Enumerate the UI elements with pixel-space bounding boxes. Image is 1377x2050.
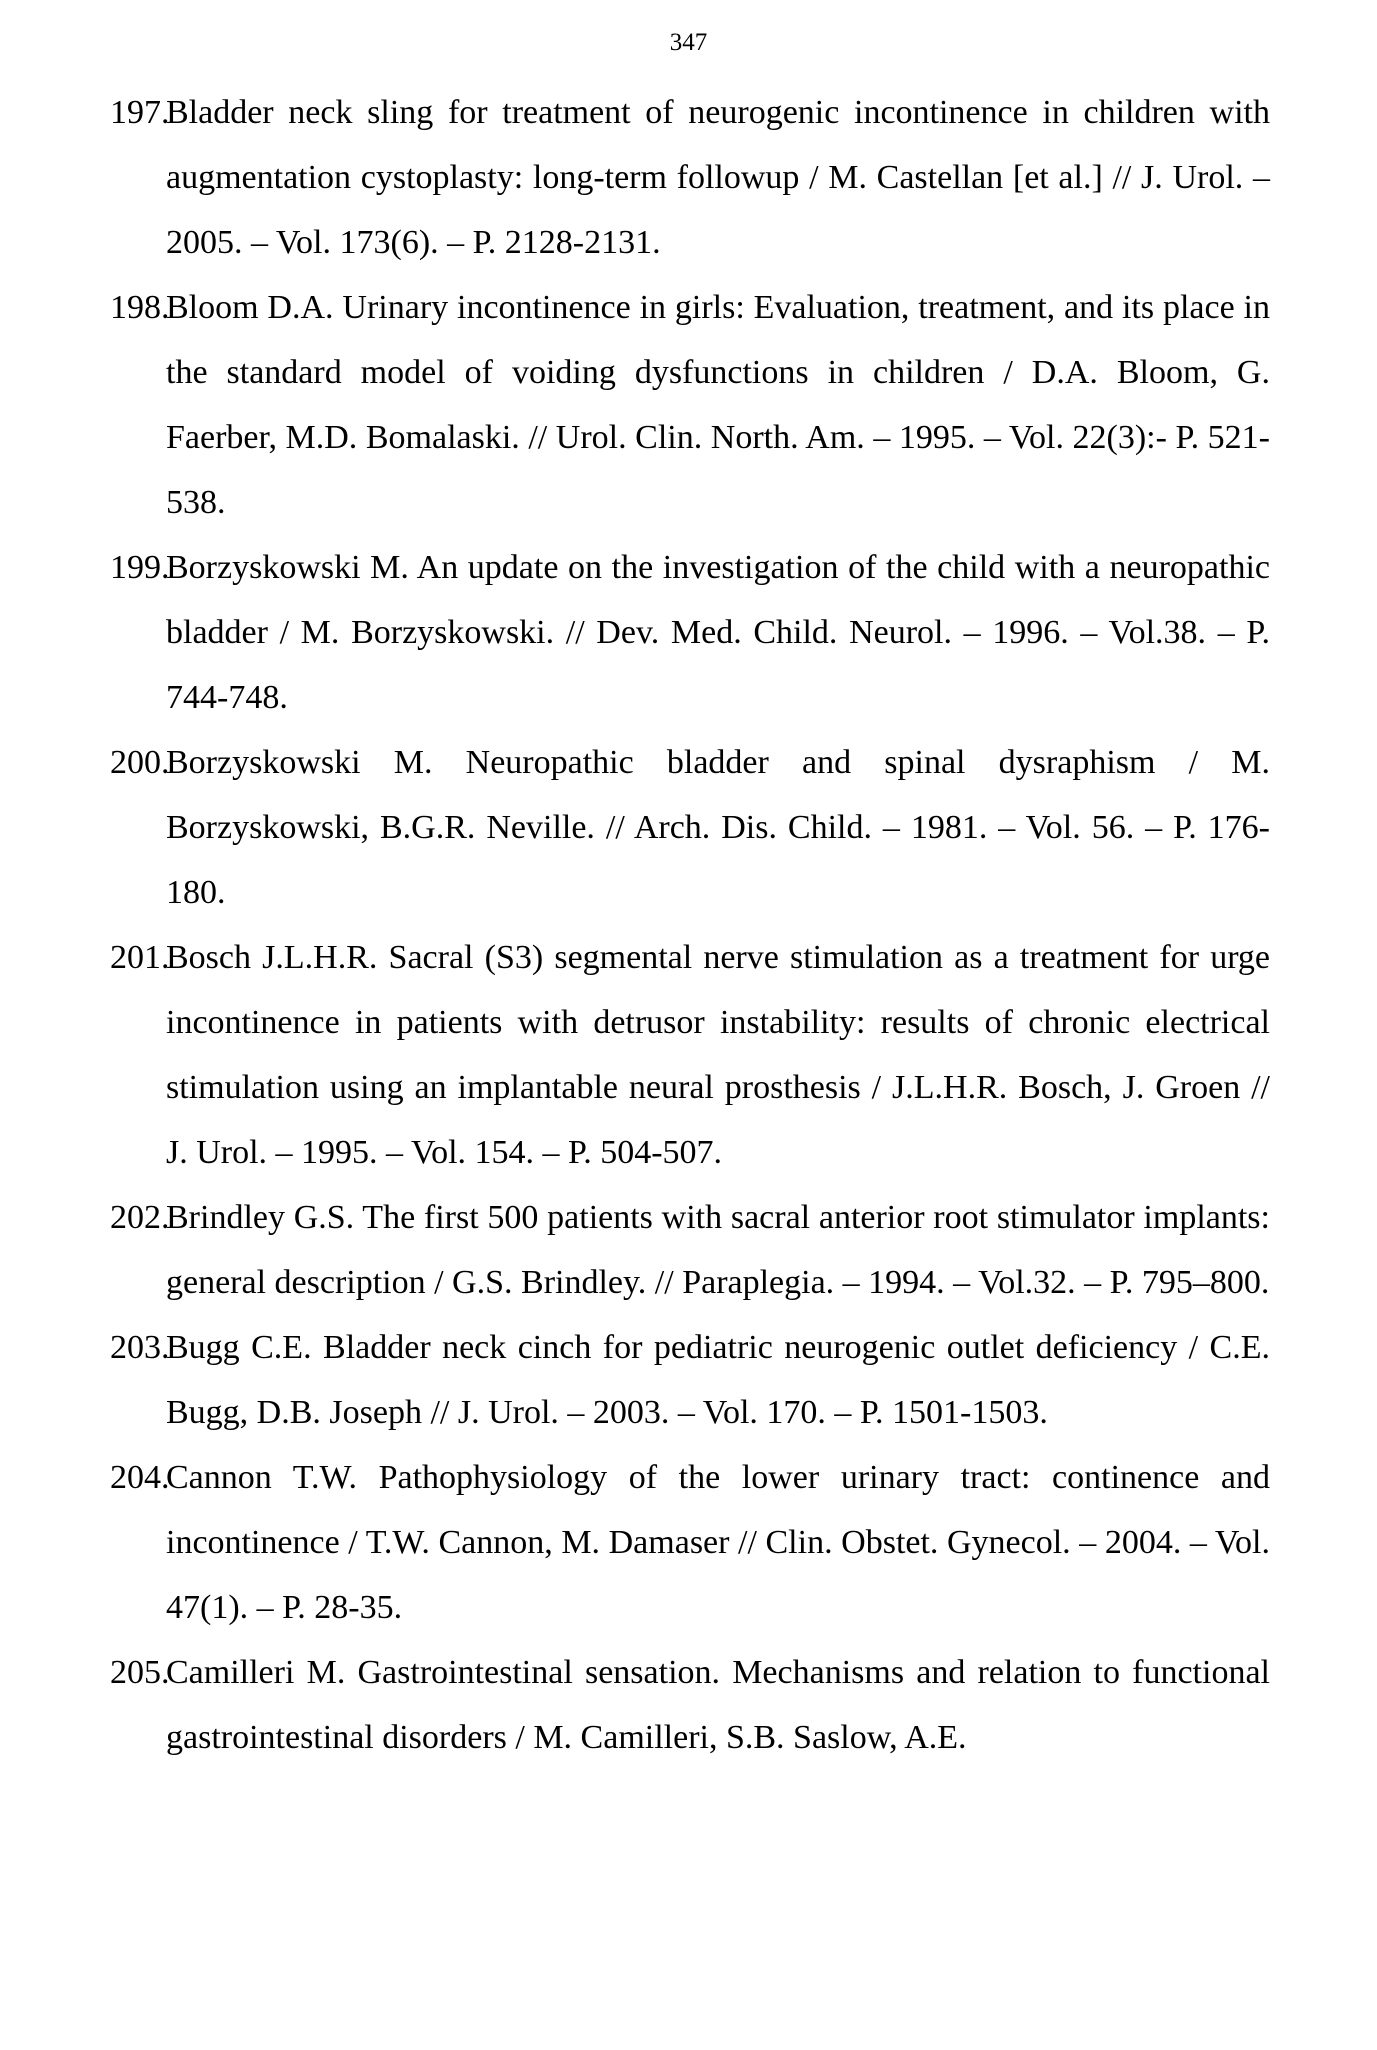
reference-number: 202. (110, 1199, 170, 1236)
reference-text: Bugg C.E. Bladder neck cinch for pediatric neurogenic outlet deficiency / C.E. Bugg, D.B. Joseph // J. Urol. – 2003. – Vol. 170. – P. 1501-1503. (166, 1329, 1270, 1431)
reference-item-202 (110, 1185, 1270, 1315)
reference-number: 200. (110, 744, 170, 781)
reference-text: Bosch J.L.H.R. Sacral (S3) segmental nerve stimulation as a treatment for urge incontinence in patients with detrusor instability: results of chronic electrical stimulation using an implantable neural prosthesis / J.L.H.R. Bosch, J. Groen // J. Urol. – 1995. – Vol. 154. – P. 504-507. (166, 939, 1270, 1171)
reference-number: 198. (110, 289, 170, 326)
reference-text: Camilleri M. Gastrointestinal sensation. Mechanisms and relation to functional gastrointestinal disorders / M. Camilleri, S.B. Saslow, A.E. (166, 1654, 1270, 1756)
reference-number: 201. (110, 939, 170, 976)
reference-item-201 (110, 925, 1270, 1185)
reference-text: Borzyskowski M. An update on the investigation of the child with a neuropathic bladder / M. Borzyskowski. // Dev. Med. Child. Neurol. – 1996. – Vol.38. – P. 744-748. (166, 549, 1270, 716)
reference-number: 205. (110, 1654, 170, 1691)
reference-text: Cannon T.W. Pathophysiology of the lower urinary tract: continence and incontinence / T.W. Cannon, M. Damaser // Clin. Obstet. Gynecol. – 2004. – Vol. 47(1). – P. 28-35. (166, 1459, 1270, 1626)
reference-item-200 (110, 730, 1270, 925)
page-number: 347 (669, 29, 708, 56)
reference-item-203 (110, 1315, 1270, 1445)
reference-item-204 (110, 1445, 1270, 1640)
reference-list (110, 80, 1270, 1770)
reference-item-197 (110, 80, 1270, 275)
reference-item-198 (110, 275, 1270, 535)
reference-text: Borzyskowski M. Neuropathic bladder and spinal dysraphism / M. Borzyskowski, B.G.R. Neville. // Arch. Dis. Child. – 1981. – Vol. 56. – P. 176-180. (166, 744, 1270, 911)
reference-number: 204. (110, 1459, 170, 1496)
reference-item-205 (110, 1640, 1270, 1770)
reference-number: 197. (110, 94, 170, 131)
reference-text: Bladder neck sling for treatment of neurogenic incontinence in children with augmentation cystoplasty: long-term followup / M. Castellan [et al.] // J. Urol. – 2005. – Vol. 173(6). – P. 2128-2131. (166, 94, 1270, 261)
reference-number: 203. (110, 1329, 170, 1366)
reference-number: 199. (110, 549, 170, 586)
reference-text: Brindley G.S. The first 500 patients with sacral anterior root stimulator implants: general description / G.S. Brindley. // Paraplegia. – 1994. – Vol.32. – P. 795–800. (166, 1199, 1270, 1301)
reference-item-199 (110, 535, 1270, 730)
reference-text: Bloom D.A. Urinary incontinence in girls: Evaluation, treatment, and its place in the standard model of voiding dysfunctions in children / D.A. Bloom, G. Faerber, M.D. Bomalaski. // Urol. Clin. North. Am. – 1995. – Vol. 22(3):- P. 521-538. (166, 289, 1270, 521)
